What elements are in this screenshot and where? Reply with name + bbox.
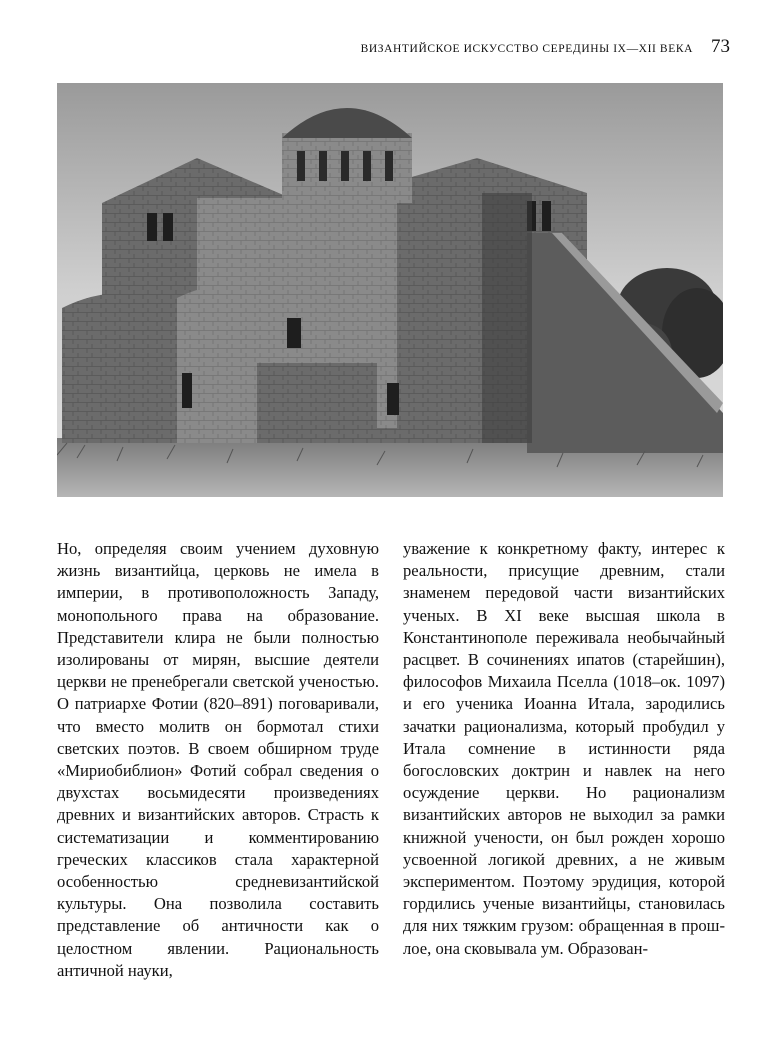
church-photo: [57, 83, 723, 497]
page-header: [300, 36, 730, 58]
running-title: ВИЗАНТИЙСКОЕ ИСКУССТВО СЕРЕДИНЫ IX—XII ВЕКА: [360, 43, 693, 55]
page-number: 73: [711, 36, 730, 57]
right-column-text: уважение к конкретному факту, интерес к реальности, присущие древним, стали знаменем передовой части византийских ученых. В XI веке высшая школа в Константинополе переживала необычайный расцвет. В сочинениях ипатов (старейшин), философов Михаила Пселла (1018–ок. 1097) и его ученика Иоанна Итала, зародились зачатки рационализма, который пробудил у Итала сомнение в истинности ряда богословских доктрин и навлек на него осуждение церкви. Но рационализм византийских авторов не выходил за рамки книжной учености, он был рожден хорошо усвоенной логикой древних, а не живым экспериментом. Поэтому эрудиция, которой гордились ученые византийцы, становилась для них тяжким грузом: обращенная в прошлое, она сковывала ум. Образован-: [403, 539, 725, 958]
left-column-text: Но, определяя своим учением духовную жизнь византийца, церковь не имела в империи, в противоположность Западу, монопольного права на образование. Представители клира не были полностью изолированы от мирян, высшие деятели церкви не пренебрегали светской ученостью. О патриархе Фотии (820–891) поговаривали, что вместо молитв он бормотал стихи светских поэтов. В своем обширном труде «Мириобиблион» Фотий собрал сведения о двухстах восьмидесяти произведениях древних и византийских авторов. Страсть к систематизации и комментированию греческих классиков стала характерной особенностью средневизантийской культуры. Она позволила составить представление об античности как о целостном явлении. Рациональность античной науки,: [57, 539, 379, 980]
body-text: [57, 538, 725, 982]
right-column: [403, 538, 725, 982]
left-column: [57, 538, 379, 982]
